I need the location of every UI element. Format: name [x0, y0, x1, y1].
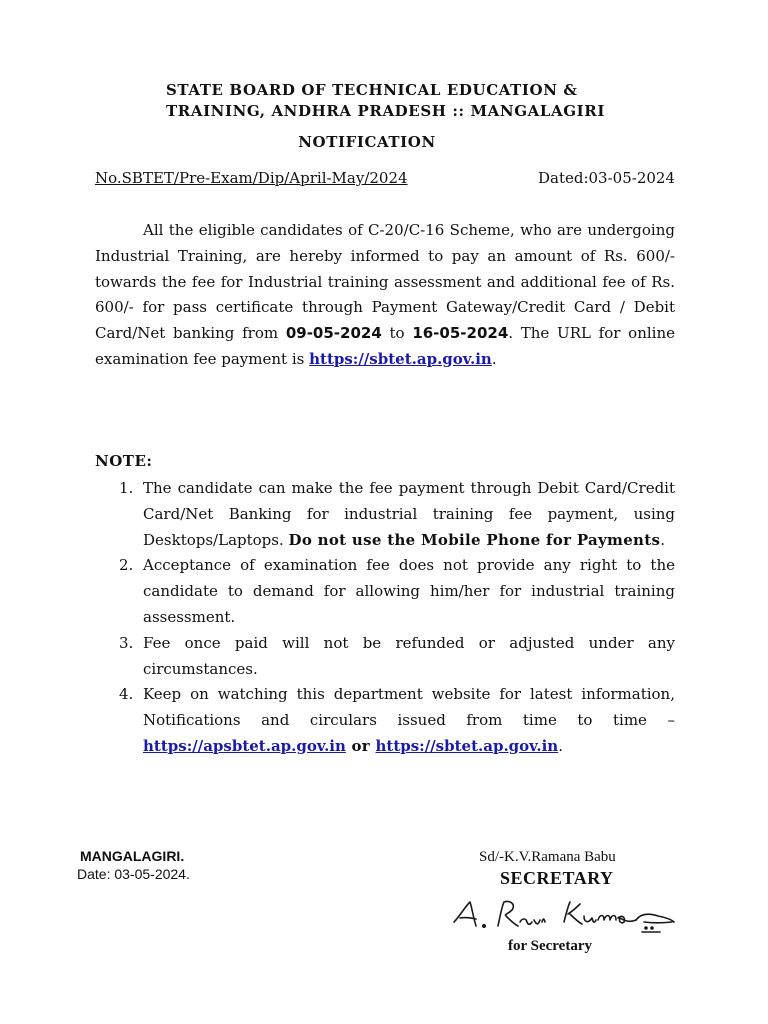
paragraph-text-1: All the eligible candidates of C-20/C-16 Scheme, who are undergoing Industrial Training, are hereby informed to pay an amount of Rs. 600/- towards the fee for Industrial training assessment and additional fee of Rs. 600/- for pass certificate through Payment Gateway/Credit Card / Debit Card/Net banking from	[95, 221, 675, 343]
for-secretary: for Secretary	[508, 938, 592, 954]
note-end-1: .	[660, 530, 666, 549]
paragraph-end-punct: .	[491, 349, 497, 368]
note-heading: NOTE:	[95, 452, 153, 470]
note-number-2: 2.	[119, 556, 134, 575]
note-item-3	[119, 631, 675, 683]
notification-title: NOTIFICATION	[298, 133, 436, 151]
note-text-4: Keep on watching this department website for latest information, Notifications and circulars issued from time to time –	[143, 685, 675, 730]
note-warning-text: Do not use the Mobile Phone for Payments	[288, 530, 661, 549]
note-number-1: 1.	[119, 479, 134, 497]
place-name: MANGALAGIRI.	[80, 848, 185, 864]
paragraph-to-word: to	[381, 324, 413, 343]
note-or-word: or	[345, 736, 376, 755]
payment-start-date: 09-05-2024	[285, 324, 382, 343]
designation-secretary: SECRETARY	[500, 868, 614, 888]
board-header	[166, 80, 686, 122]
note-item-2	[119, 553, 675, 630]
note-text-1: The candidate can make the fee payment through Debit Card/Credit Card/Net Banking for industrial training fee payment, using Desktops/Laptops.	[143, 479, 675, 549]
notes-list	[119, 476, 675, 760]
note-item-4	[119, 682, 675, 759]
header-line-1: STATE BOARD OF TECHNICAL EDUCATION &	[166, 81, 578, 99]
handwritten-signature	[446, 892, 682, 938]
note-number-3: 3.	[119, 633, 134, 652]
signed-by: Sd/-K.V.Ramana Babu	[479, 849, 616, 865]
footer-date: Date: 03-05-2024.	[77, 866, 190, 882]
note-text-2: Acceptance of examination fee does not provide any right to the candidate to demand for allowing him/her for industrial training assessment.	[143, 556, 675, 626]
note-number-4: 4.	[119, 685, 134, 704]
header-line-2: TRAINING, ANDHRA PRADESH :: MANGALAGIRI	[166, 102, 605, 120]
sbtet-url-link-2[interactable]: https://sbtet.ap.gov.in	[375, 736, 559, 755]
note-text-3: Fee once paid will not be refunded or adjusted under any circumstances.	[143, 633, 675, 678]
reference-number: No.SBTET/Pre-Exam/Dip/April-May/2024	[95, 169, 408, 187]
note-end-4: .	[558, 736, 563, 755]
payment-end-date: 16-05-2024	[412, 324, 509, 343]
sbtet-url-link[interactable]: https://sbtet.ap.gov.in	[309, 349, 492, 368]
note-item-1	[119, 476, 675, 553]
paragraph-text-2: . The URL for online examination fee payment is	[95, 324, 675, 368]
main-paragraph	[95, 218, 675, 373]
reference-date: Dated:03-05-2024	[537, 169, 675, 187]
apsbtet-url-link[interactable]: https://apsbtet.ap.gov.in	[143, 736, 346, 755]
